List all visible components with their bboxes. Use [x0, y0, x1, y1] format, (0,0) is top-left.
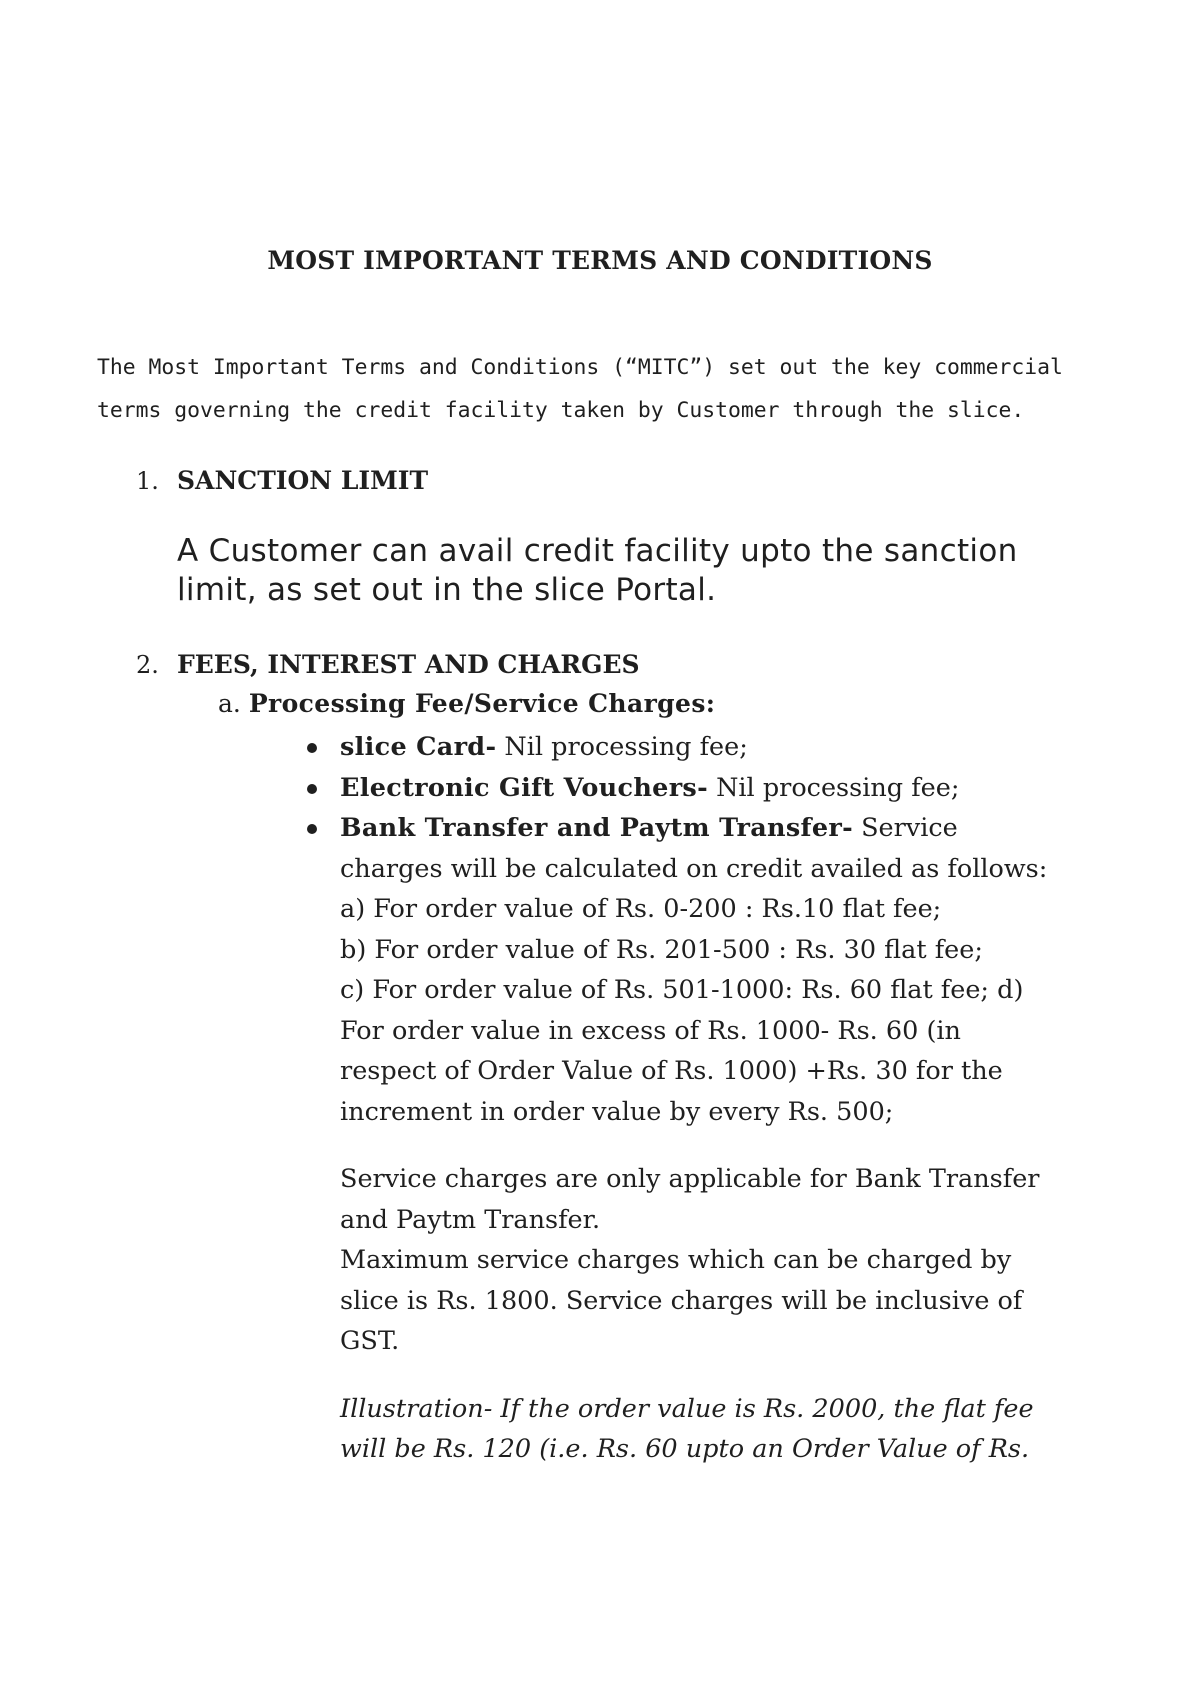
subsection-letter: a. — [218, 689, 241, 718]
item-text: Service — [852, 813, 958, 843]
item-label: Bank Transfer and Paytm Transfer- — [340, 813, 853, 843]
intro-paragraph — [97, 346, 1117, 432]
note-line: Maximum service charges which can be charged by — [340, 1245, 1012, 1275]
fee-detail-line: For order value in excess of Rs. 1000- Rs. 60 (in — [340, 1015, 961, 1046]
item-label: slice Card- — [340, 732, 497, 762]
fee-list — [340, 727, 1120, 1470]
sanction-line: limit, as set out in the slice Portal. — [177, 572, 717, 608]
fee-detail-line: a) For order value of Rs. 0-200 : Rs.10 flat fee; — [340, 894, 942, 924]
bullet-icon — [307, 824, 317, 834]
note-line: and Paytm Transfer. — [340, 1204, 601, 1235]
fee-detail-line: c) For order value of Rs. 501-1000: Rs. 60 flat fee; d) — [340, 975, 1024, 1005]
intro-line: terms governing the credit facility taken by Customer through the slice. — [97, 398, 1025, 423]
sanction-limit-text — [177, 532, 1097, 610]
section-heading-sanction-limit: SANCTION LIMIT — [177, 466, 429, 495]
note-line: Service charges are only applicable for Bank Transfer — [340, 1164, 1040, 1194]
list-item — [340, 768, 1120, 809]
fee-detail-line: b) For order value of Rs. 201-500 : Rs. 30 flat fee; — [340, 934, 983, 965]
paragraph-gap — [340, 1132, 1120, 1159]
intro-line: The Most Important Terms and Conditions (“MITC”) set out the key commercial — [97, 355, 1063, 380]
subsection-title: Processing Fee/Service Charges: — [248, 689, 716, 718]
list-item — [340, 808, 1120, 849]
paragraph-gap — [340, 1362, 1120, 1389]
section-number: 1. — [136, 467, 159, 495]
fee-detail-line: increment in order value by every Rs. 500; — [340, 1096, 894, 1127]
document-title: MOST IMPORTANT TERMS AND CONDITIONS — [267, 246, 933, 275]
bullet-icon — [307, 743, 317, 753]
subsection-heading — [218, 689, 715, 718]
illustration-line: will be Rs. 120 (i.e. Rs. 60 upto an Order Value of Rs. — [340, 1434, 1030, 1464]
fee-detail-line: respect of Order Value of Rs. 1000) +Rs. 30 for the — [340, 1056, 1003, 1086]
illustration-line: Illustration- If the order value is Rs. 2000, the flat fee — [340, 1393, 1034, 1424]
section-number: 2. — [136, 651, 159, 679]
item-text: Nil processing fee; — [496, 732, 748, 762]
note-line: GST. — [340, 1326, 400, 1356]
sanction-line: A Customer can avail credit facility upto the sanction — [177, 533, 1018, 569]
note-line: slice is Rs. 1800. Service charges will be inclusive of — [340, 1285, 1023, 1316]
section-heading-fees: FEES, INTEREST AND CHARGES — [177, 650, 640, 679]
item-text: Nil processing fee; — [707, 772, 960, 803]
list-item — [340, 727, 1120, 768]
fee-detail-line: charges will be calculated on credit availed as follows: — [340, 853, 1048, 884]
item-label: Electronic Gift Vouchers- — [340, 772, 708, 803]
bullet-icon — [307, 784, 317, 794]
